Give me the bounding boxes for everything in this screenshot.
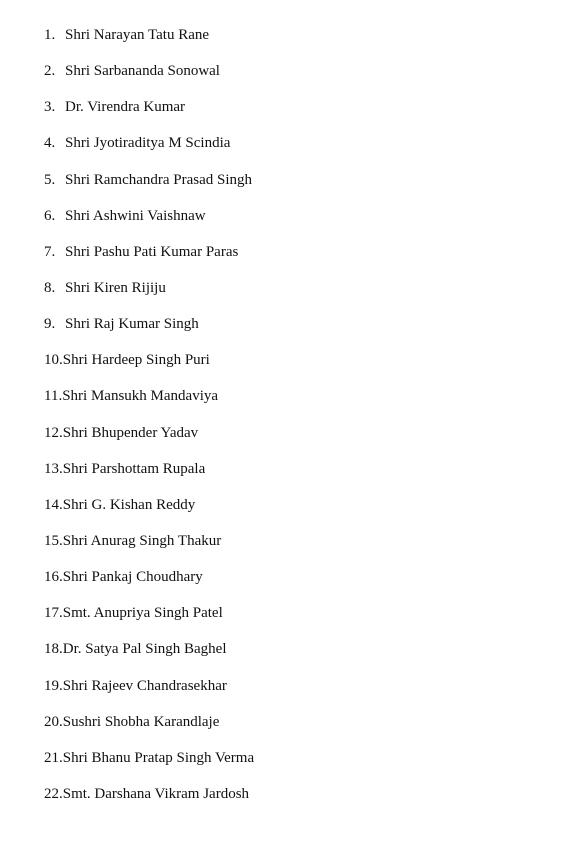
item-name: Shri Jyotiraditya M Scindia (65, 135, 231, 152)
item-name: Shri Sarbananda Sonowal (65, 63, 220, 80)
item-number: 8. (44, 279, 56, 296)
list-item (44, 495, 254, 531)
item-name: Shri Ramchandra Prasad Singh (65, 171, 253, 188)
item-number: 9. (44, 316, 56, 333)
item-number: 3. (44, 99, 56, 116)
item-name: Shri Mansukh Mandaviya (62, 388, 219, 405)
names-list (44, 25, 254, 820)
list-item (44, 748, 254, 784)
list-item (44, 567, 254, 603)
list-item (44, 386, 254, 422)
item-name: Shri Anurag Singh Thakur (62, 532, 222, 549)
item-number: 16. (44, 569, 63, 586)
item-number: 11. (44, 388, 63, 405)
list-item (44, 61, 254, 97)
list-item (44, 676, 254, 712)
item-number: 21. (44, 749, 63, 766)
item-number: 7. (44, 243, 56, 260)
item-number: 14. (44, 496, 63, 513)
item-name: Sushri Shobha Karandlaje (62, 713, 220, 730)
item-number: 17. (44, 605, 63, 622)
list-item (44, 133, 254, 169)
list-item (44, 206, 254, 242)
list-item (44, 784, 254, 820)
item-number: 4. (44, 135, 56, 152)
item-name: Shri Bhanu Pratap Singh Verma (62, 749, 255, 766)
list-item (44, 25, 254, 61)
item-number: 2. (44, 63, 56, 80)
item-name: Dr. Virendra Kumar (65, 99, 186, 116)
item-number: 20. (44, 713, 63, 730)
item-name: Smt. Darshana Vikram Jardosh (62, 785, 250, 802)
item-number: 6. (44, 207, 56, 224)
item-name: Shri G. Kishan Reddy (62, 496, 196, 513)
item-number: 22. (44, 785, 63, 802)
item-number: 5. (44, 171, 56, 188)
item-name: Shri Raj Kumar Singh (65, 316, 199, 333)
list-item (44, 423, 254, 459)
list-item (44, 531, 254, 567)
item-name: Shri Hardeep Singh Puri (62, 352, 210, 369)
item-number: 13. (44, 460, 63, 477)
list-item (44, 97, 254, 133)
item-number: 10. (44, 352, 63, 369)
list-item (44, 314, 254, 350)
item-name: Shri Bhupender Yadav (62, 424, 199, 441)
item-name: Dr. Satya Pal Singh Baghel (62, 641, 227, 658)
item-name: Shri Pankaj Choudhary (62, 569, 203, 586)
item-name: Shri Ashwini Vaishnaw (65, 207, 206, 224)
list-item (44, 278, 254, 314)
item-name: Shri Parshottam Rupala (62, 460, 206, 477)
item-number: 18. (44, 641, 63, 658)
list-item (44, 170, 254, 206)
item-name: Shri Pashu Pati Kumar Paras (65, 243, 239, 260)
item-number: 19. (44, 677, 63, 694)
list-item (44, 459, 254, 495)
item-name: Smt. Anupriya Singh Patel (62, 605, 223, 622)
item-number: 1. (44, 27, 56, 43)
item-name: Shri Kiren Rijiju (65, 279, 166, 296)
item-name: Shri Rajeev Chandrasekhar (62, 677, 227, 694)
item-name: Shri Narayan Tatu Rane (65, 27, 210, 43)
list-item (44, 603, 254, 639)
item-number: 12. (44, 424, 63, 441)
list-item (44, 639, 254, 675)
item-number: 15. (44, 532, 63, 549)
list-item (44, 712, 254, 748)
list-item (44, 350, 254, 386)
list-item (44, 242, 254, 278)
